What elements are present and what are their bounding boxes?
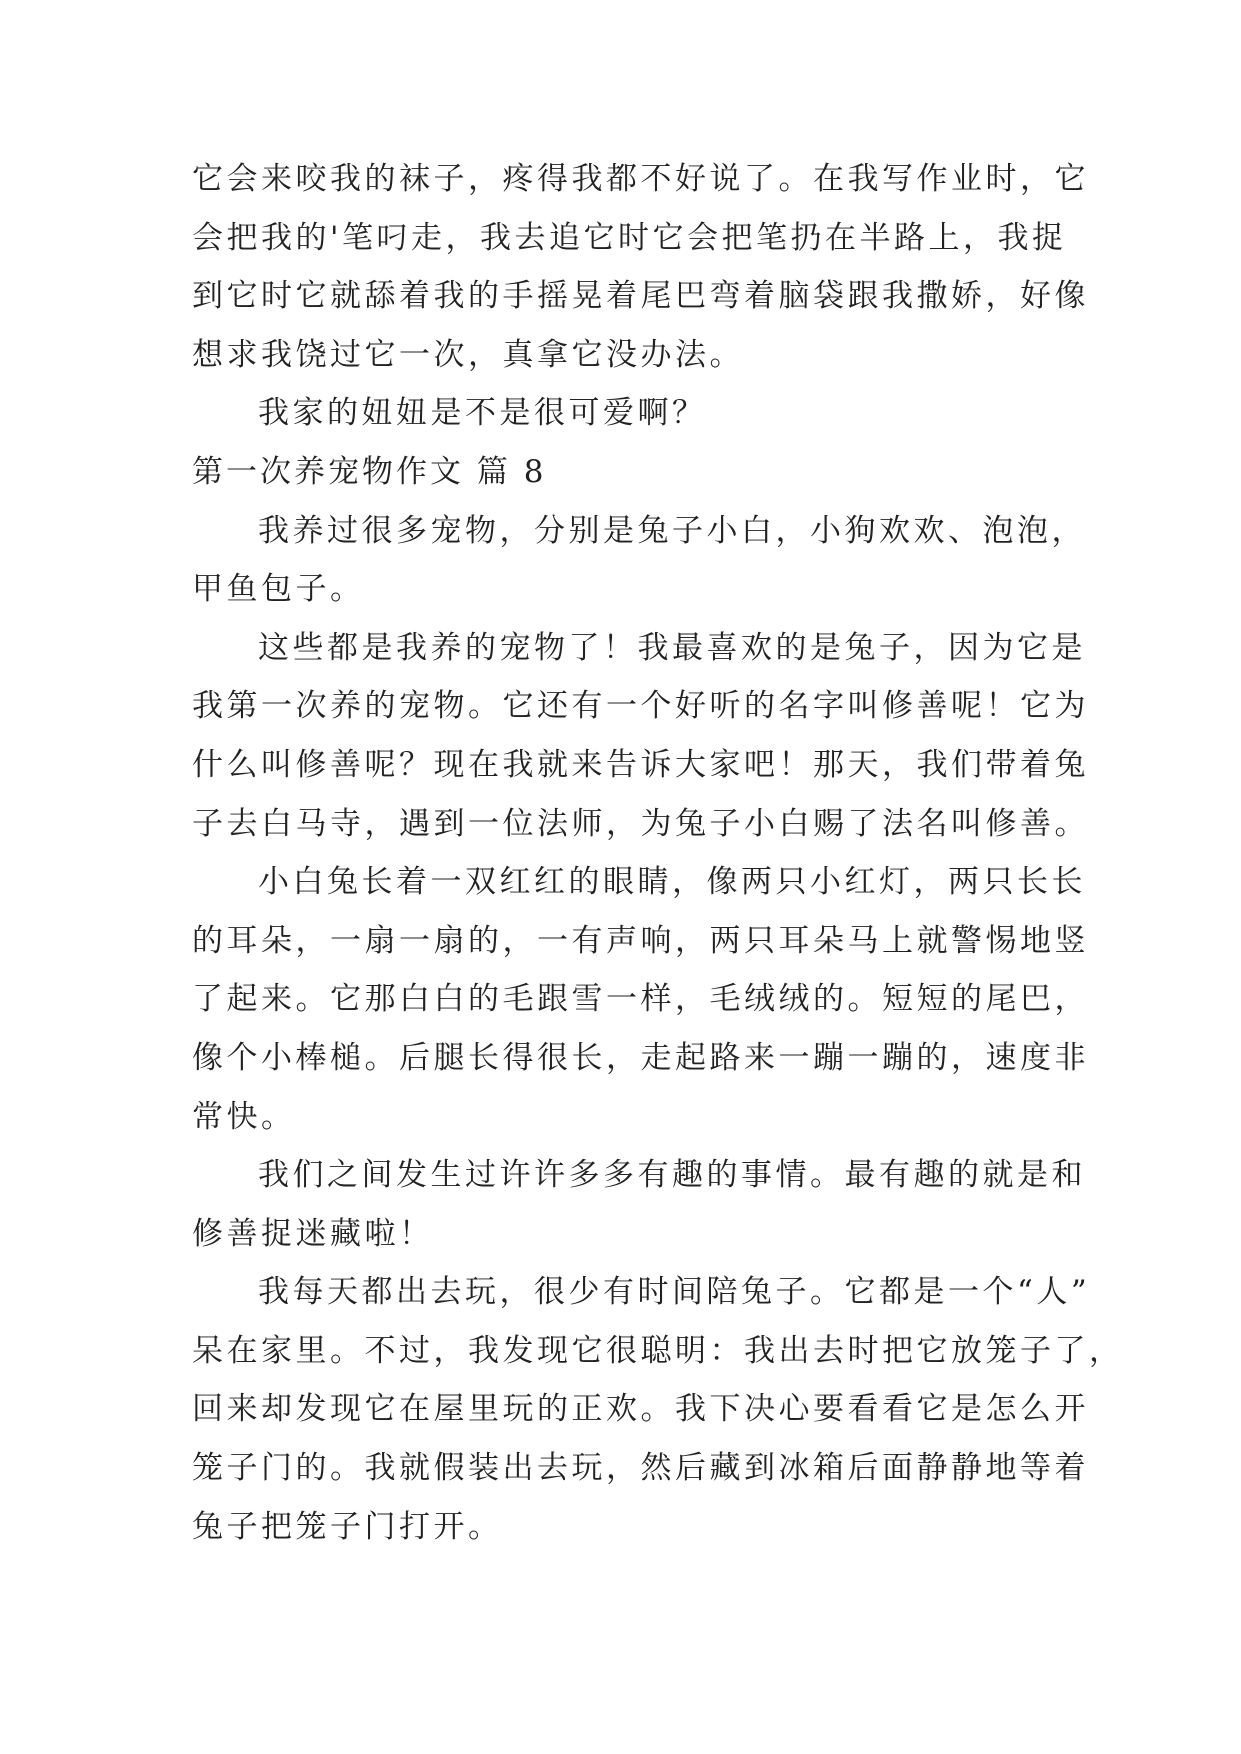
text-line: 了起来。它那白白的毛跟雪一样，毛绒绒的。短短的尾巴，: [192, 981, 1089, 1018]
text-line: 像个小棒槌。后腿长得很长，走起路来一蹦一蹦的，速度非: [192, 1039, 1089, 1076]
document-body: [192, 150, 1124, 1556]
text-line: 我们之间发生过许许多多有趣的事情。最有趣的就是和: [258, 1157, 1086, 1194]
text-line: 我第一次养的宠物。它还有一个好听的名字叫修善呢！它为: [192, 688, 1089, 725]
text-line: 呆在家里。不过，我发现它很聪明：我出去时把它放笼子了，: [192, 1332, 1124, 1369]
text-line: 甲鱼包子。: [192, 571, 365, 608]
text-line: 会把我的'笔叼走，我去追它时它会把笔扔在半路上，我捉: [192, 219, 1067, 256]
text-line: 什么叫修善呢？现在我就来告诉大家吧！那天，我们带着兔: [192, 746, 1089, 783]
text-line: 想求我饶过它一次，真拿它没办法。: [192, 336, 744, 373]
section-heading: 第一次养宠物作文 篇 8: [192, 453, 547, 490]
text-line: 兔子把笼子门打开。: [192, 1508, 503, 1545]
text-line: 这些都是我养的宠物了！我最喜欢的是兔子，因为它是: [258, 629, 1086, 666]
text-line: 子去白马寺，遇到一位法师，为兔子小白赐了法名叫修善。: [192, 805, 1089, 842]
text-line: 修善捉迷藏啦！: [192, 1215, 434, 1252]
text-line: 回来却发现它在屋里玩的正欢。我下决心要看看它是怎么开: [192, 1391, 1089, 1428]
text-line: 笼子门的。我就假装出去玩，然后藏到冰箱后面静静地等着: [192, 1450, 1089, 1487]
text-line: 到它时它就舔着我的手摇晃着尾巴弯着脑袋跟我撒娇，好像: [192, 278, 1089, 315]
text-line: 我养过很多宠物，分别是兔子小白，小狗欢欢、泡泡，: [258, 512, 1086, 549]
text-line: 我家的妞妞是不是很可爱啊？: [258, 395, 707, 432]
text-line: 常快。: [192, 1098, 296, 1135]
text-line: 的耳朵，一扇一扇的，一有声响，两只耳朵马上就警惕地竖: [192, 922, 1089, 959]
text-line: 它会来咬我的袜子，疼得我都不好说了。在我写作业时，它: [192, 161, 1089, 197]
text-line: 我每天都出去玩，很少有时间陪兔子。它都是一个“人”: [258, 1274, 1091, 1311]
text-line: 小白兔长着一双红红的眼睛，像两只小红灯，两只长长: [258, 864, 1086, 901]
